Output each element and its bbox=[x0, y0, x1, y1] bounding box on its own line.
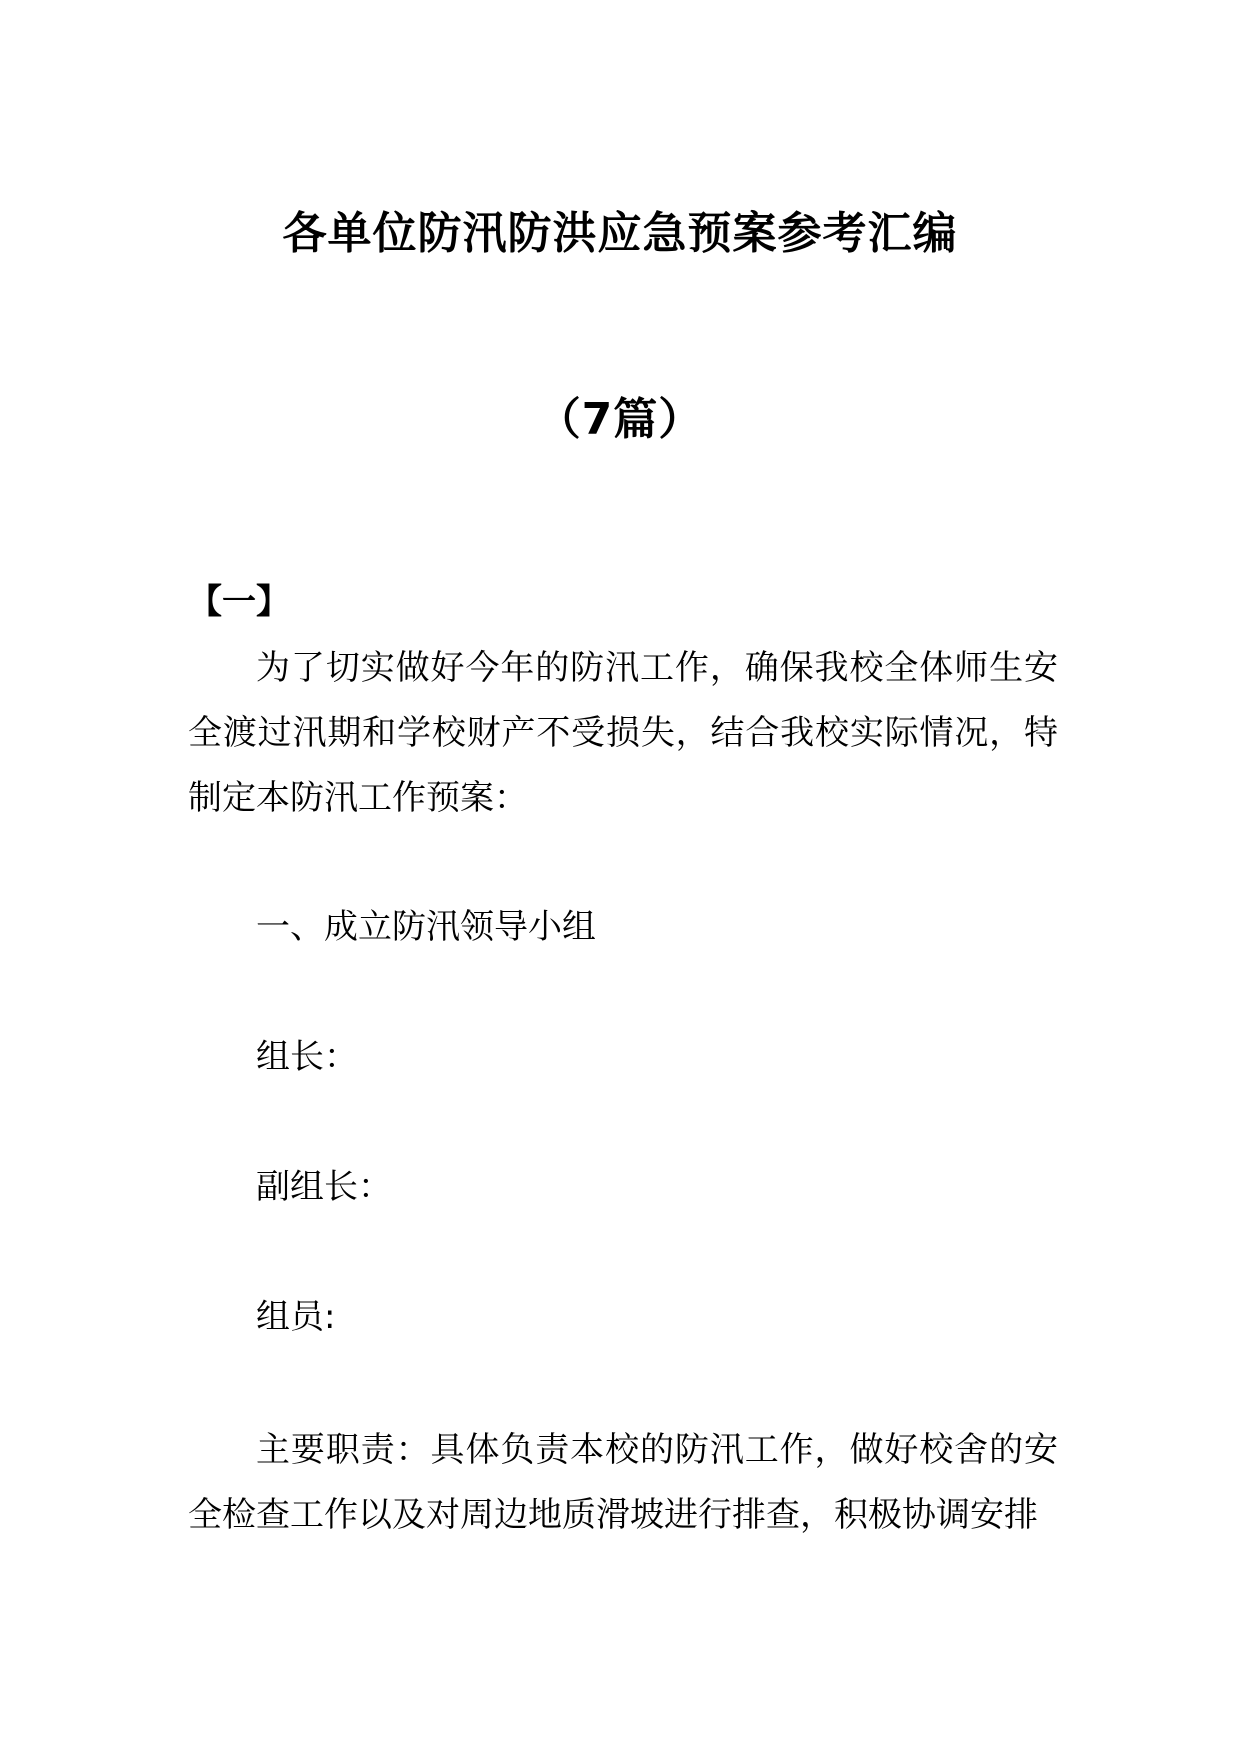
members-label: 组员: bbox=[256, 1297, 336, 1337]
duty-paragraph: 主要职责：具体负责本校的防汛工作，做好校舍的安全检查工作以及对周边地质滑坡进行排查，积极协调安排 bbox=[188, 1430, 1058, 1535]
leader-label: 组长： bbox=[256, 1037, 358, 1077]
section-heading-1: 一、成立防汛领导小组 bbox=[256, 907, 596, 947]
document-title: 各单位防汛防洪应急预案参考汇编 bbox=[282, 208, 958, 259]
intro-paragraph: 为了切实做好今年的防汛工作，确保我校全体师生安全渡过汛期和学校财产不受损失，结合我校实际情况，特制定本防汛工作预案： bbox=[188, 648, 1058, 818]
deputy-leader-label: 副组长： bbox=[256, 1167, 392, 1207]
section-marker: 【一】 bbox=[188, 582, 290, 622]
document-subtitle: （7篇） bbox=[536, 394, 704, 445]
